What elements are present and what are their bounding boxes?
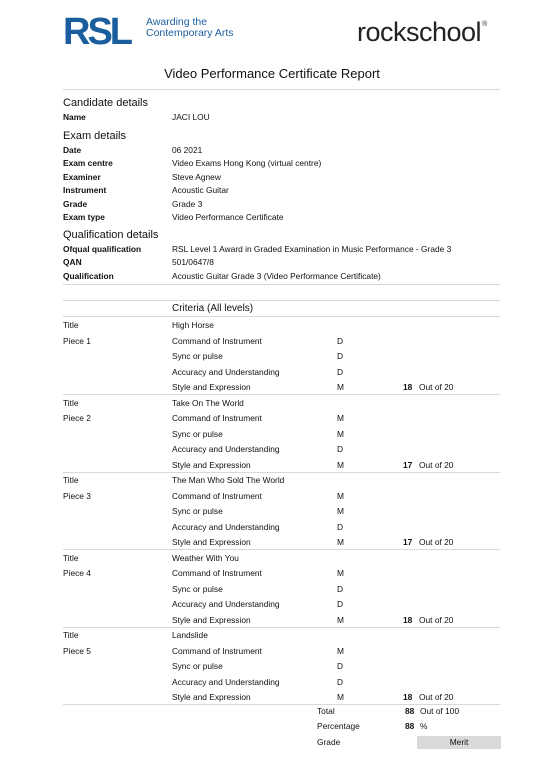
- criterion-grade: M: [337, 490, 344, 501]
- piece-number: Piece 5: [63, 645, 91, 656]
- registered-mark: ®: [482, 21, 487, 28]
- piece-score: 18: [403, 614, 413, 625]
- piece-song-title: Take On The World: [172, 397, 244, 408]
- rsl-tagline: [146, 17, 234, 39]
- criterion-grade: M: [337, 568, 344, 578]
- criterion-grade: M: [337, 428, 344, 439]
- exam-field-value: Grade 3: [172, 198, 203, 209]
- rockschool-logo-text: rockschool: [357, 17, 482, 47]
- criterion-grade: D: [337, 661, 344, 671]
- criterion-name: Style and Expression: [172, 537, 251, 547]
- criteria-heading: Criteria (All levels): [172, 303, 254, 314]
- criterion-grade: M: [337, 614, 344, 625]
- exam-field-value: Acoustic Guitar: [172, 185, 229, 196]
- piece-title-label: Title: [63, 320, 79, 330]
- exam-field-label: Date: [63, 145, 82, 155]
- piece-number: Piece 4: [63, 568, 91, 578]
- qualification-field-label: Qualification: [63, 270, 114, 281]
- criterion-name: Command of Instrument: [172, 335, 262, 346]
- piece-score: 18: [403, 382, 413, 392]
- piece-title-label: Title: [63, 475, 79, 485]
- criterion-name: Command of Instrument: [172, 413, 262, 423]
- criterion-grade: M: [337, 645, 344, 656]
- exam-field-value: 06 2021: [172, 145, 203, 155]
- criterion-grade: M: [337, 382, 344, 392]
- exam-field-label: Grade: [63, 198, 88, 209]
- criterion-name: Accuracy and Understanding: [172, 521, 280, 532]
- piece-score: 17: [403, 459, 413, 470]
- piece-out-of: Out of 20: [419, 382, 454, 392]
- tagline-line2: Contemporary Arts: [146, 27, 234, 39]
- criterion-grade: D: [337, 599, 344, 609]
- criterion-grade: D: [337, 521, 344, 532]
- divider: [63, 316, 500, 317]
- candidate-heading: Candidate details: [63, 97, 149, 109]
- name-label: Name: [63, 112, 86, 122]
- criterion-name: Style and Expression: [172, 692, 251, 702]
- tagline-line1: Awarding the: [146, 16, 208, 28]
- exam-field-label: Exam centre: [63, 158, 113, 169]
- rsl-logo: [63, 13, 143, 49]
- criterion-name: Command of Instrument: [172, 645, 262, 656]
- criterion-name: Sync or pulse: [172, 583, 223, 594]
- qualification-field-value: Acoustic Guitar Grade 3 (Video Performance Certificate): [172, 270, 381, 281]
- report-title: Video Performance Certificate Report: [164, 66, 380, 81]
- divider: [63, 704, 500, 705]
- criterion-grade: D: [337, 583, 344, 594]
- exam-field-value: Video Performance Certificate: [172, 212, 284, 222]
- grade-label: Grade: [317, 737, 341, 747]
- total-value: 88: [405, 706, 415, 716]
- piece-title-label: Title: [63, 630, 79, 640]
- piece-out-of: Out of 20: [419, 614, 454, 625]
- piece-song-title: High Horse: [172, 320, 214, 330]
- qualification-field-value: 501/0647/8: [172, 257, 214, 268]
- criterion-grade: M: [337, 413, 344, 423]
- qualification-field-value: RSL Level 1 Award in Graded Examination in Music Performance - Grade 3: [172, 244, 452, 254]
- exam-field-label: Exam type: [63, 212, 105, 222]
- criterion-name: Accuracy and Understanding: [172, 444, 280, 454]
- criterion-name: Accuracy and Understanding: [172, 366, 280, 377]
- percentage-sign: %: [420, 721, 428, 731]
- criterion-grade: D: [337, 366, 344, 377]
- criterion-grade: D: [337, 444, 344, 454]
- exam-field-label: Examiner: [63, 171, 101, 182]
- total-out-of: Out of 100: [420, 706, 460, 716]
- piece-song-title: Landslide: [172, 630, 208, 640]
- exam-heading: Exam details: [63, 130, 126, 142]
- criterion-name: Sync or pulse: [172, 428, 223, 439]
- divider: [63, 549, 500, 550]
- piece-out-of: Out of 20: [419, 692, 454, 702]
- qualification-field-label: QAN: [63, 257, 82, 268]
- piece-number: Piece 1: [63, 335, 91, 346]
- rsl-logo-text: RSL: [63, 13, 130, 49]
- piece-title-label: Title: [63, 397, 79, 408]
- criterion-name: Accuracy and Understanding: [172, 676, 280, 687]
- criterion-grade: M: [337, 537, 344, 547]
- criterion-grade: D: [337, 351, 344, 361]
- name-value: JACI LOU: [172, 112, 210, 122]
- total-label: Total: [317, 706, 335, 716]
- piece-song-title: The Man Who Sold The World: [172, 475, 285, 485]
- criterion-name: Style and Expression: [172, 459, 251, 470]
- exam-field-label: Instrument: [63, 185, 107, 196]
- piece-score: 18: [403, 692, 413, 702]
- exam-field-value: Steve Agnew: [172, 171, 221, 182]
- criterion-grade: D: [337, 676, 344, 687]
- criterion-name: Command of Instrument: [172, 568, 262, 578]
- divider: [63, 472, 500, 473]
- qualification-heading: Qualification details: [63, 229, 159, 241]
- piece-out-of: Out of 20: [419, 459, 454, 470]
- criterion-grade: M: [337, 692, 344, 702]
- piece-number: Piece 3: [63, 490, 91, 501]
- piece-title-label: Title: [63, 552, 79, 563]
- divider: [63, 394, 500, 395]
- criterion-name: Sync or pulse: [172, 351, 223, 361]
- divider: [63, 284, 500, 285]
- criterion-grade: D: [337, 335, 344, 346]
- piece-score: 17: [403, 537, 413, 547]
- divider: [63, 627, 500, 628]
- piece-song-title: Weather With You: [172, 552, 239, 563]
- exam-field-value: Video Exams Hong Kong (virtual centre): [172, 158, 322, 169]
- criterion-grade: M: [337, 506, 344, 516]
- criterion-name: Style and Expression: [172, 614, 251, 625]
- criterion-name: Style and Expression: [172, 382, 251, 392]
- divider: [63, 300, 500, 301]
- piece-out-of: Out of 20: [419, 537, 454, 547]
- criterion-name: Command of Instrument: [172, 490, 262, 501]
- percentage-value: 88: [405, 721, 415, 731]
- divider: [63, 89, 500, 90]
- criterion-name: Sync or pulse: [172, 661, 223, 671]
- criterion-name: Accuracy and Understanding: [172, 599, 280, 609]
- piece-number: Piece 2: [63, 413, 91, 423]
- criterion-name: Sync or pulse: [172, 506, 223, 516]
- criterion-grade: M: [337, 459, 344, 470]
- qualification-field-label: Ofqual qualification: [63, 244, 142, 254]
- rockschool-logo: [357, 17, 487, 48]
- grade-result-badge: Merit: [417, 736, 501, 749]
- percentage-label: Percentage: [317, 721, 360, 731]
